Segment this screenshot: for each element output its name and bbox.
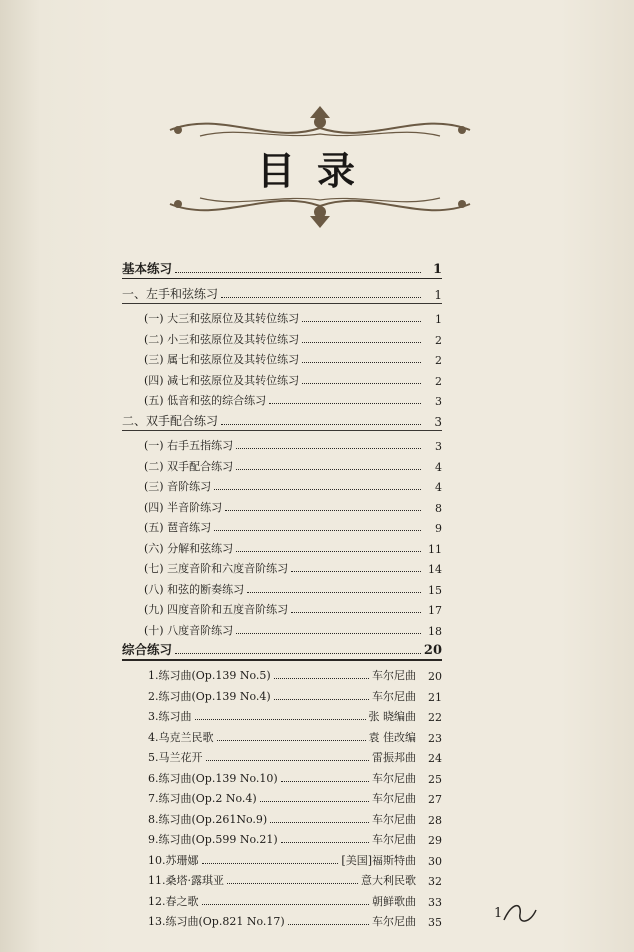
toc-author: 车尔尼曲 (372, 833, 416, 846)
toc-label: (四) 减七和弦原位及其转位练习 (144, 373, 300, 387)
toc-page: 28 (428, 813, 442, 827)
toc-page: 23 (428, 731, 442, 745)
toc-section[interactable] (122, 576, 442, 597)
toc-page: 2 (435, 333, 442, 347)
leader-dots (236, 469, 421, 470)
toc-piece[interactable] (122, 847, 442, 868)
leader-dots (221, 297, 421, 298)
leader-dots (217, 740, 366, 741)
toc-page: 4 (435, 481, 442, 494)
toc-section[interactable] (122, 494, 442, 515)
toc-page: 8 (435, 501, 442, 515)
leader-dots (281, 781, 369, 782)
toc-author: 张 晓编曲 (368, 710, 416, 723)
leader-dots (247, 592, 421, 593)
toc-label: (九) 四度音阶和五度音阶练习 (144, 603, 289, 616)
leader-dots (175, 272, 421, 273)
toc-label: (五) 琶音练习 (144, 521, 212, 534)
toc-label: (六) 分解和弦练习 (144, 541, 234, 555)
toc-label: 12.春之歌 (148, 894, 199, 908)
toc-label: (一) 大三和弦原位及其转位练习 (144, 312, 300, 325)
table-of-contents (122, 256, 442, 929)
toc-page: 1 (435, 313, 442, 326)
toc-author: 车尔尼曲 (372, 689, 416, 703)
toc-page: 18 (428, 624, 442, 638)
toc-page: 3 (434, 414, 442, 429)
toc-label: (二) 小三和弦原位及其转位练习 (144, 332, 300, 346)
leader-dots (302, 362, 421, 363)
toc-page: 27 (428, 793, 442, 806)
toc-piece[interactable] (122, 683, 442, 704)
leader-dots (291, 612, 421, 613)
leader-dots (236, 633, 421, 634)
toc-label: 13.练习曲(Op.821 No.17) (148, 915, 285, 928)
divider (122, 430, 442, 431)
toc-page: 9 (435, 522, 442, 535)
leader-dots (281, 842, 369, 843)
toc-page: 22 (428, 711, 442, 724)
toc-page: 32 (428, 875, 442, 888)
toc-label: (一) 右手五指练习 (144, 439, 234, 452)
toc-label: 4.乌克兰民歌 (148, 730, 214, 744)
toc-part-comprehensive[interactable] (122, 638, 442, 659)
toc-piece[interactable] (122, 745, 442, 766)
toc-author: 车尔尼曲 (372, 812, 416, 826)
toc-author: 袁 佳改编 (368, 730, 416, 744)
leader-dots (274, 678, 369, 679)
leader-dots (175, 653, 421, 654)
leader-dots (214, 530, 421, 531)
toc-section[interactable] (122, 617, 442, 638)
toc-chapter-left-hand[interactable] (122, 281, 442, 302)
toc-label: 1.练习曲(Op.139 No.5) (148, 669, 271, 682)
toc-page: 24 (428, 752, 442, 765)
toc-piece[interactable] (122, 806, 442, 827)
toc-label: 二、双手配合练习 (122, 413, 219, 428)
toc-label: (四) 半音阶练习 (144, 500, 223, 514)
toc-author: 朝鲜歌曲 (372, 894, 416, 908)
page-flourish-icon (500, 898, 540, 928)
toc-piece[interactable] (122, 786, 442, 807)
toc-page: 20 (423, 643, 442, 658)
toc-page: 25 (428, 772, 442, 786)
toc-page: 2 (435, 374, 442, 388)
leader-dots (221, 424, 421, 425)
toc-author: 雷振邦曲 (372, 751, 416, 764)
toc-page: 2 (435, 354, 442, 367)
leader-dots (206, 760, 370, 761)
toc-label: (七) 三度音阶和六度音阶练习 (144, 562, 289, 575)
leader-dots (270, 822, 369, 823)
toc-author: 车尔尼曲 (372, 792, 416, 805)
toc-label: 11.桑塔·露琪亚 (148, 874, 224, 887)
toc-label: (二) 双手配合练习 (144, 459, 234, 473)
page-number: 1 (494, 906, 503, 921)
leader-dots (288, 924, 369, 925)
leader-dots (236, 448, 421, 449)
toc-label: 5.马兰花开 (148, 751, 203, 764)
toc-page: 20 (428, 670, 442, 683)
toc-page: 1 (432, 261, 442, 277)
divider (122, 278, 442, 280)
toc-label: 7.练习曲(Op.2 No.4) (148, 792, 257, 805)
toc-piece[interactable] (122, 704, 442, 725)
toc-section[interactable] (122, 535, 442, 556)
toc-section[interactable] (122, 367, 442, 388)
toc-label: 3.练习曲 (148, 710, 192, 723)
toc-piece[interactable] (122, 724, 442, 745)
leader-dots (225, 510, 421, 511)
toc-page: 29 (428, 834, 442, 847)
toc-label: 一、左手和弦练习 (122, 286, 219, 301)
divider (122, 659, 442, 661)
toc-part-basic[interactable] (122, 256, 442, 277)
toc-label: (十) 八度音阶练习 (144, 623, 234, 637)
toc-section[interactable] (122, 556, 442, 577)
toc-section[interactable] (122, 453, 442, 474)
toc-piece[interactable] (122, 909, 442, 930)
toc-page: 33 (428, 895, 442, 909)
leader-dots (302, 383, 421, 384)
toc-label: (五) 低音和弦的综合练习 (144, 394, 267, 407)
toc-piece[interactable] (122, 827, 442, 848)
leader-dots (302, 342, 421, 343)
toc-section[interactable] (122, 306, 442, 327)
toc-label: 2.练习曲(Op.139 No.4) (148, 689, 271, 703)
toc-piece[interactable] (122, 888, 442, 909)
toc-author: 意大利民歌 (361, 874, 416, 887)
leader-dots (202, 904, 370, 905)
toc-section[interactable] (122, 388, 442, 409)
toc-label: 综合练习 (122, 642, 173, 657)
leader-dots (269, 403, 421, 404)
toc-page: 3 (435, 395, 442, 408)
leader-dots (260, 801, 369, 802)
toc-label: 10.苏珊娜 (148, 853, 199, 867)
toc-page: 21 (428, 690, 442, 704)
toc-page: 4 (435, 460, 442, 474)
toc-label: (三) 音阶练习 (144, 480, 212, 493)
leader-dots (202, 863, 339, 864)
toc-label: 基本练习 (122, 260, 173, 276)
toc-label: 8.练习曲(Op.261No.9) (148, 812, 268, 826)
toc-piece[interactable] (122, 868, 442, 889)
toc-section[interactable] (122, 433, 442, 454)
toc-author: 车尔尼曲 (372, 669, 416, 682)
toc-page: 15 (428, 583, 442, 597)
leader-dots (291, 571, 421, 572)
leader-dots (236, 551, 421, 552)
toc-author: [美国]福斯特曲 (341, 853, 416, 867)
toc-section[interactable] (122, 326, 442, 347)
leader-dots (274, 699, 369, 700)
toc-page: 35 (428, 916, 442, 929)
toc-chapter-two-hands[interactable] (122, 408, 442, 429)
toc-label: 9.练习曲(Op.599 No.21) (148, 833, 278, 846)
toc-page: 1 (434, 287, 442, 302)
toc-section[interactable] (122, 515, 442, 536)
toc-label: (三) 属七和弦原位及其转位练习 (144, 353, 300, 366)
page-title: 目录 (256, 148, 377, 193)
leader-dots (195, 719, 366, 720)
toc-page: 17 (428, 604, 442, 617)
toc-page: 30 (428, 854, 442, 868)
toc-section[interactable] (122, 347, 442, 368)
toc-section[interactable] (122, 474, 442, 495)
toc-page: 3 (435, 440, 442, 453)
divider (122, 303, 442, 304)
toc-piece[interactable] (122, 765, 442, 786)
toc-page: 14 (428, 563, 442, 576)
toc-label: 6.练习曲(Op.139 No.10) (148, 771, 278, 785)
toc-section[interactable] (122, 597, 442, 618)
toc-page: 11 (428, 542, 442, 556)
leader-dots (227, 883, 358, 884)
toc-piece[interactable] (122, 663, 442, 684)
leader-dots (302, 321, 421, 322)
toc-author: 车尔尼曲 (372, 915, 416, 928)
toc-label: (八) 和弦的断奏练习 (144, 582, 245, 596)
toc-author: 车尔尼曲 (372, 771, 416, 785)
leader-dots (214, 489, 421, 490)
